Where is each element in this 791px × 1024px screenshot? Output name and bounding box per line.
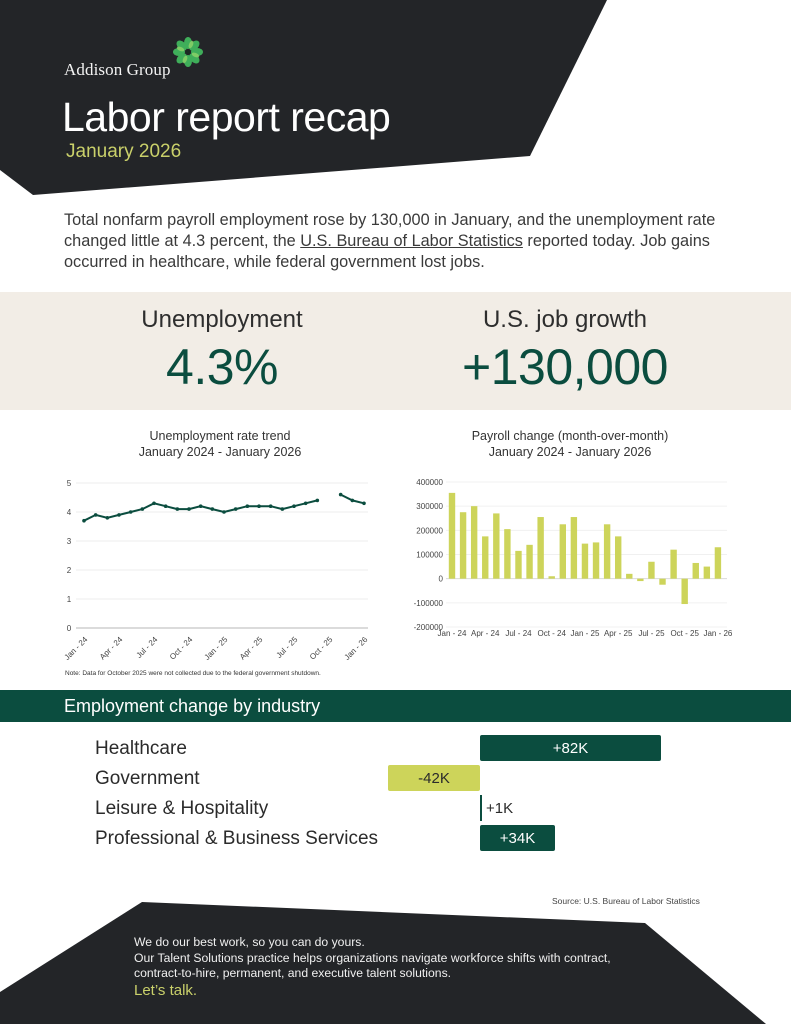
bar: [615, 536, 621, 578]
x-tick-label: Jan - 26: [703, 629, 733, 638]
payroll-chart-title: [420, 428, 720, 460]
y-tick-label: 0: [438, 574, 443, 584]
x-tick-label: Jan - 24: [437, 629, 467, 638]
bar: [604, 524, 610, 578]
data-point: [257, 504, 261, 508]
bar: [537, 517, 543, 579]
industry-bar-positive: +82K: [480, 735, 661, 761]
x-tick-label: Oct - 25: [307, 635, 335, 662]
bar: [460, 512, 466, 578]
job-growth-value: +130,000: [462, 339, 668, 395]
industry-label: Government: [95, 768, 200, 789]
bar: [637, 579, 643, 581]
data-point: [269, 504, 273, 508]
data-point: [281, 507, 285, 511]
unemployment-chart-title-line2: January 2024 - January 2026: [138, 445, 302, 459]
logo-flower-icon: [172, 36, 204, 68]
industry-bar-positive: +34K: [480, 825, 555, 851]
data-point: [152, 502, 156, 506]
bar: [549, 576, 555, 578]
bar: [560, 524, 566, 578]
bar: [515, 551, 521, 579]
bar: [715, 547, 721, 578]
x-tick-label: Oct - 24: [167, 635, 195, 662]
job-growth-label: U.S. job growth: [482, 306, 648, 333]
unemployment-value: 4.3%: [166, 339, 278, 395]
y-tick-label: 200000: [416, 526, 443, 536]
data-point: [187, 507, 191, 511]
industry-row-healthcare: [0, 735, 791, 765]
x-tick-label: Apr - 25: [237, 635, 265, 662]
x-tick-label: Jul - 24: [134, 635, 160, 660]
data-point: [82, 519, 86, 523]
unemployment-chart-title: [70, 428, 370, 460]
bar: [571, 517, 577, 579]
x-tick-label: Jan - 25: [202, 635, 230, 662]
bar: [582, 544, 588, 579]
industry-label: Leisure & Hospitality: [95, 798, 269, 819]
logo-wordmark: Addison Group: [64, 60, 171, 79]
data-point: [339, 493, 343, 497]
bls-link[interactable]: U.S. Bureau of Labor Statistics: [300, 232, 523, 250]
data-point: [246, 504, 250, 508]
bar: [482, 536, 488, 578]
bar: [593, 542, 599, 578]
payroll-chart-title-line1: Payroll change (month-over-month): [471, 429, 669, 443]
unemployment-line-chart: [0, 470, 395, 670]
intro-text-end: reported today. Job gains occurred in healthcare, while federal government lost jobs.: [64, 232, 710, 271]
data-point: [292, 504, 296, 508]
data-point: [129, 510, 133, 514]
job-growth-stat: [420, 306, 710, 396]
data-point: [304, 502, 308, 506]
bar: [681, 579, 687, 604]
addison-group-logo[interactable]: [64, 36, 194, 82]
bar: [449, 493, 455, 579]
bar: [693, 563, 699, 579]
industry-bar-tiny: [480, 795, 482, 821]
key-stats-band: [0, 292, 791, 410]
x-tick-label: Jul - 25: [274, 635, 300, 660]
x-tick-label: Apr - 24: [97, 635, 125, 662]
bar: [526, 545, 532, 579]
data-point: [211, 507, 215, 511]
payroll-chart-title-line2: January 2024 - January 2026: [488, 445, 652, 459]
data-point: [351, 499, 355, 503]
x-tick-label: Apr - 25: [603, 629, 633, 638]
x-tick-label: Oct - 25: [670, 629, 699, 638]
data-point: [164, 504, 168, 508]
footer-description: Our Talent Solutions practice helps organizations navigate workforce shifts with contract, contract-to-hire, permanent, and executive talent solutions.: [134, 950, 611, 980]
x-tick-label: Oct - 24: [537, 629, 566, 638]
bar: [504, 529, 510, 579]
bar: [471, 506, 477, 578]
industry-section-header: [0, 690, 791, 722]
report-date: January 2026: [66, 141, 182, 162]
source-citation: Source: U.S. Bureau of Labor Statistics: [552, 896, 700, 906]
x-tick-label: Jan - 24: [62, 635, 90, 662]
page-title: Labor report recap: [62, 94, 391, 140]
y-tick-label: 4: [66, 508, 72, 517]
data-point: [316, 499, 320, 503]
intro-paragraph: [64, 210, 734, 273]
bar: [659, 579, 665, 585]
y-tick-label: 100000: [416, 550, 443, 560]
y-tick-label: -200000: [413, 623, 443, 632]
y-tick-label: 300000: [416, 502, 443, 512]
x-tick-label: Jul - 25: [638, 629, 665, 638]
data-point: [199, 504, 203, 508]
chart-note: Note: Data for October 2025 were not collected due to the federal government shutdown.: [65, 670, 321, 677]
unemployment-label: Unemployment: [141, 306, 303, 333]
x-tick-label: Jan - 26: [342, 635, 370, 662]
lets-talk-link[interactable]: Let’s talk.: [134, 982, 198, 999]
unemployment-chart-title-line1: Unemployment rate trend: [149, 429, 291, 443]
x-tick-label: Apr - 24: [471, 629, 500, 638]
y-tick-label: 2: [66, 566, 72, 575]
bar: [626, 574, 632, 579]
footer-message: [134, 935, 654, 982]
industry-row-leisure-hospitality: [0, 795, 791, 825]
y-tick-label: 3: [66, 537, 72, 546]
bar: [670, 550, 676, 579]
bar: [493, 513, 499, 578]
x-tick-label: Jan - 25: [570, 629, 600, 638]
industry-bar-negative: -42K: [388, 765, 480, 791]
industry-row-government: [0, 765, 791, 795]
bar: [704, 567, 710, 579]
industry-row-professional-business: [0, 825, 791, 855]
industry-label: Healthcare: [95, 738, 187, 759]
data-point: [94, 513, 98, 517]
industry-label: Professional & Business Services: [95, 828, 379, 849]
footer-tagline: We do our best work, so you can do yours.: [134, 935, 365, 949]
y-tick-label: 1: [66, 595, 72, 604]
y-tick-label: 0: [66, 624, 72, 633]
y-tick-label: -100000: [413, 598, 443, 608]
intro-text-start: Total nonfarm payroll employment rose by 130,000 in January, and the unemployment rate changed little at 4.3 percent, the: [64, 211, 716, 250]
y-tick-label: 400000: [416, 478, 443, 487]
bar: [648, 562, 654, 579]
data-point: [106, 516, 110, 520]
unemployment-stat: [122, 306, 322, 396]
y-tick-label: 5: [66, 479, 72, 488]
data-point: [117, 513, 121, 517]
industry-section-title: Employment change by industry: [64, 696, 321, 716]
industry-bar-value-label: +1K: [486, 799, 514, 817]
payroll-bar-chart: [395, 470, 791, 645]
data-point: [141, 507, 145, 511]
data-point: [362, 502, 366, 506]
data-point: [222, 510, 226, 514]
data-point: [234, 507, 238, 511]
x-tick-label: Jul - 24: [505, 629, 532, 638]
data-point: [176, 507, 180, 511]
